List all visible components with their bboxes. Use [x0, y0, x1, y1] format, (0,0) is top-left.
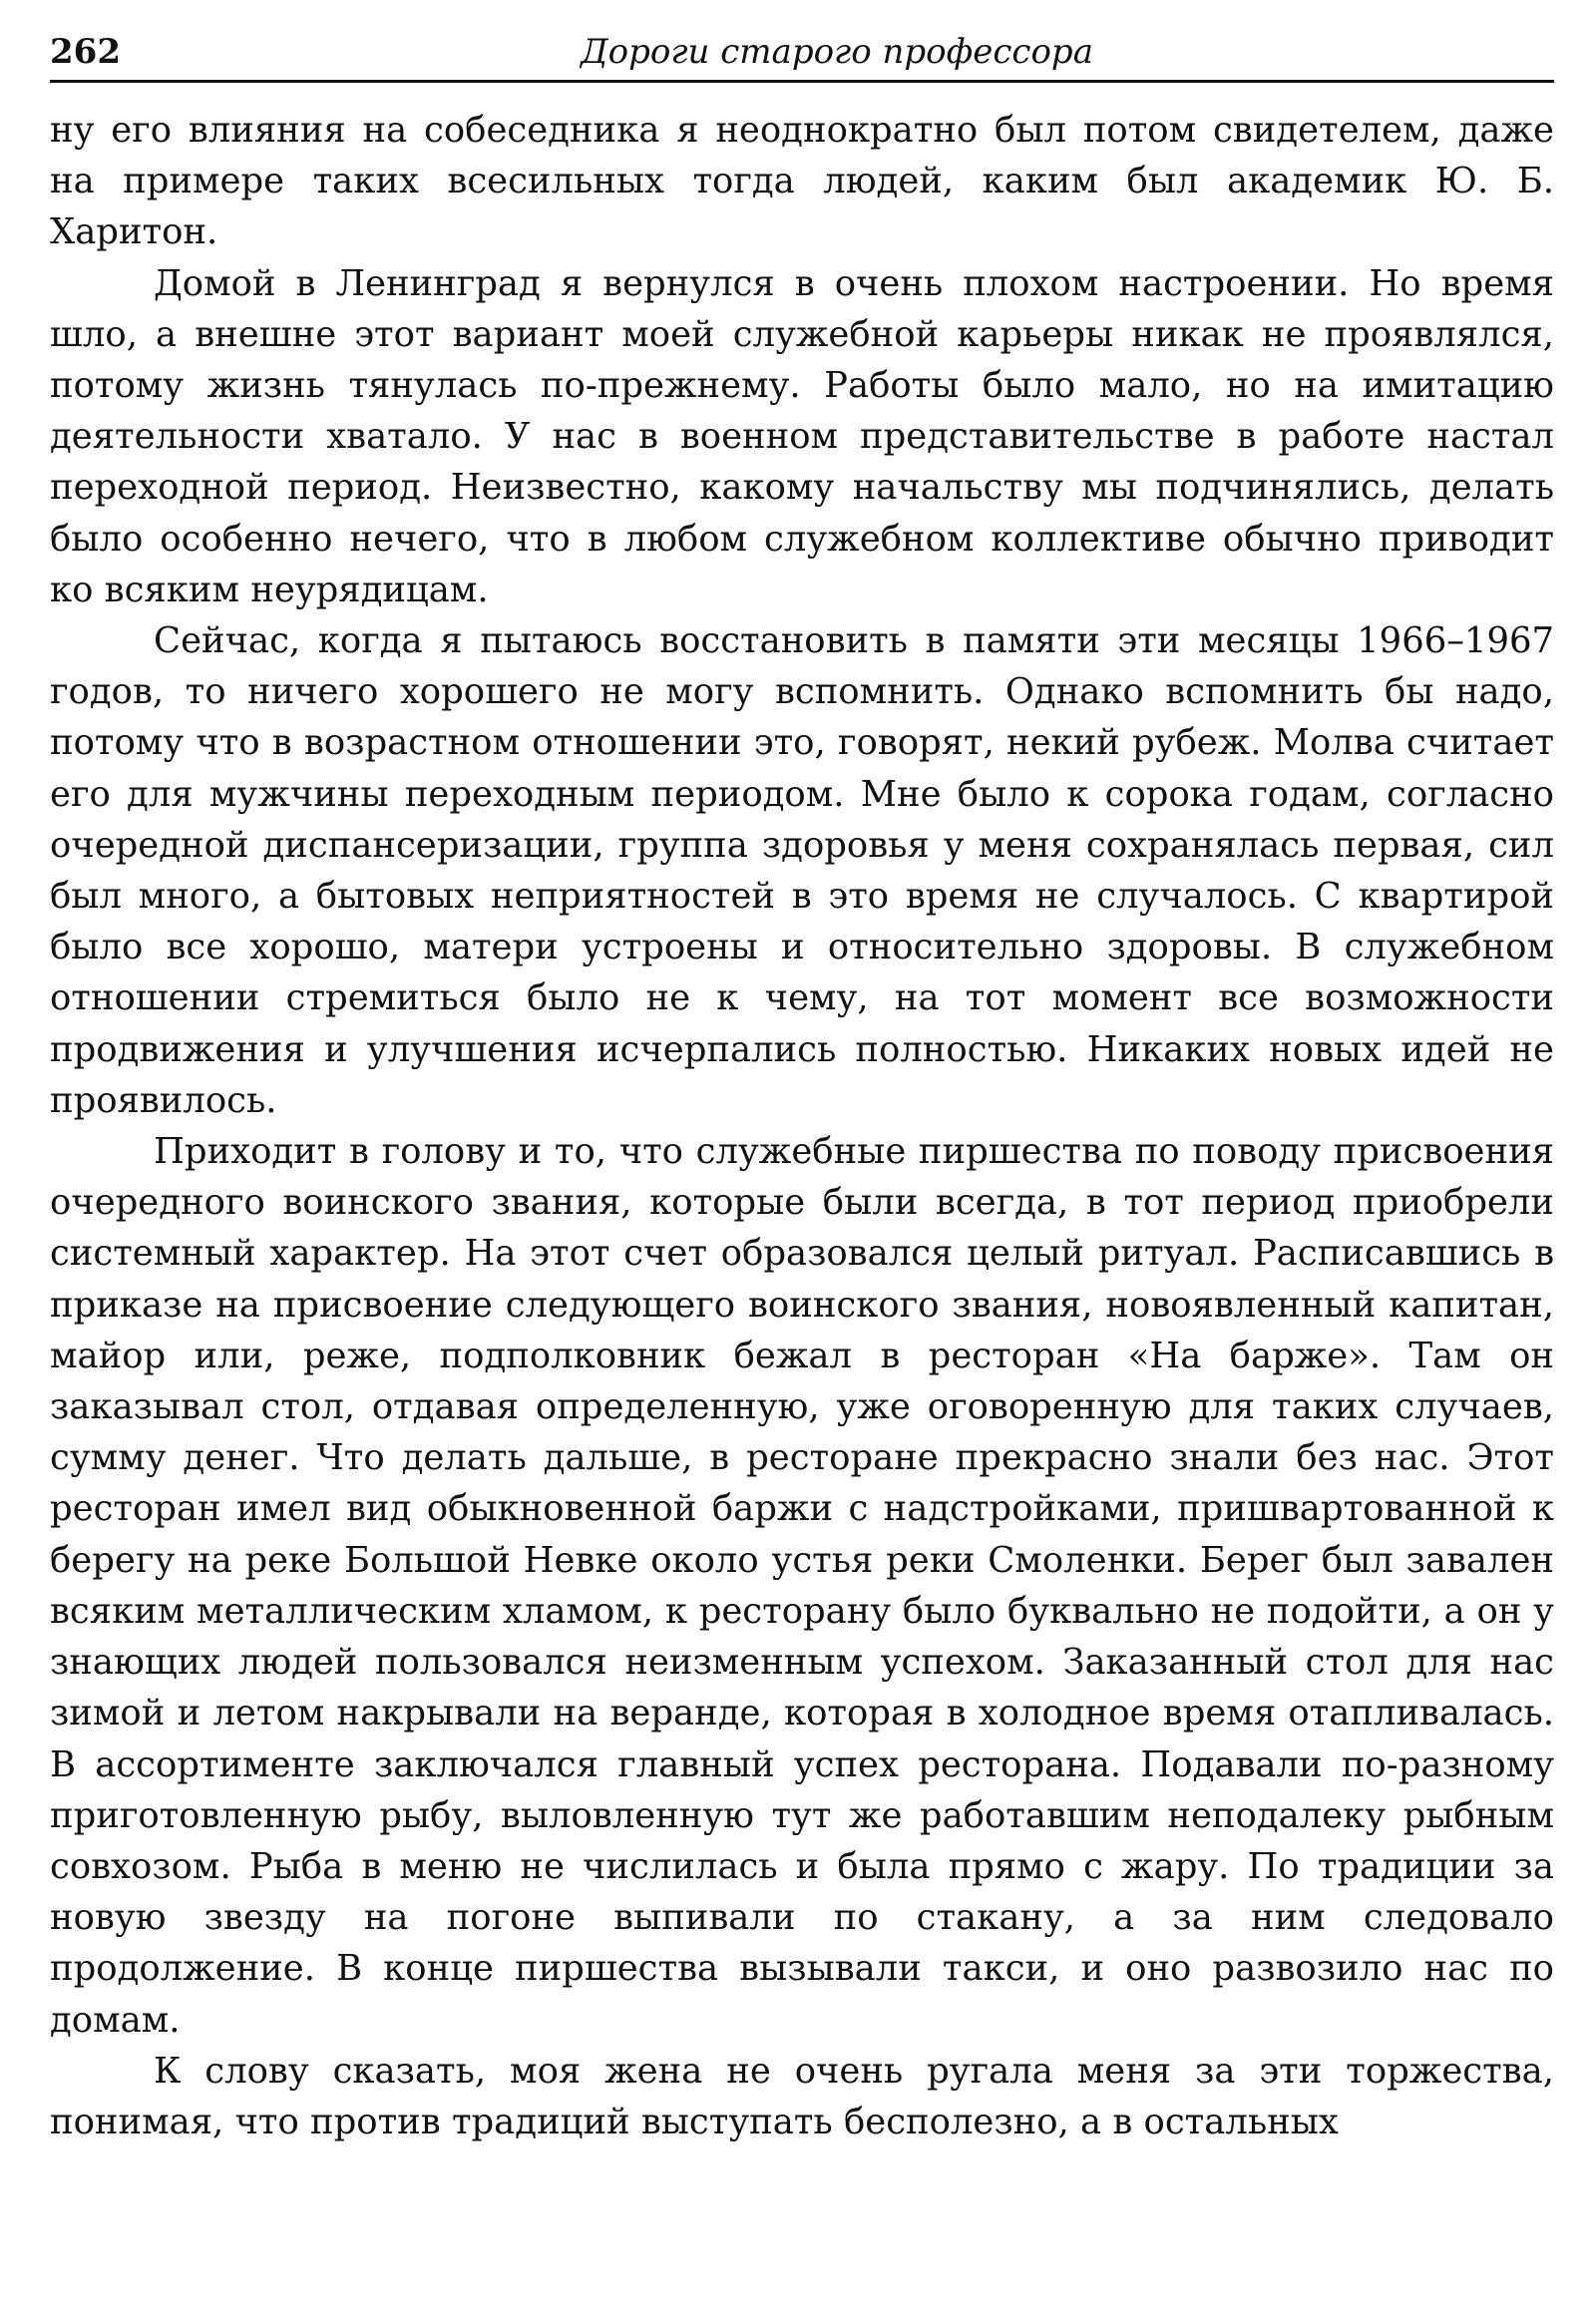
book-title: Дороги старого профессора [581, 32, 1093, 72]
page-number: 262 [50, 32, 121, 72]
paragraph: К слову сказать, моя жена не очень ругала меня за эти торжества, понимая, что против традиций выступать бесполезно, а в остальных [50, 2050, 1554, 2142]
book-page [50, 30, 1554, 2147]
paragraph: Сейчас, когда я пытаюсь восстановить в памяти эти месяцы 1966–1967 годов, то ничего хорошего не могу вспомнить. Однако вспомнить бы надо, потому что в возрастном отношении это, говорят, некий рубеж. Молва считает его для мужчины переходным периодом. Мне было к сорока годам, согласно очередной диспансеризации, группа здоровья у меня сохранялась первая, сил был много, а бытовых неприятностей в это время не случалось. С квартирой было все хорошо, матери устроены и относительно здоровы. В служебном отношении стремиться было не к чему, на тот момент все возможности продвижения и улучшения исчерпались полностью. Никаких новых идей не проявилось. [50, 620, 1554, 1121]
body-text [50, 105, 1554, 2147]
running-head [50, 30, 1554, 83]
paragraph: Домой в Ленинград я вернулся в очень плохом настроении. Но время шло, а внешне этот вариант моей служебной карьеры никак не проявлялся, потому жизнь тянулась по-прежнему. Работы было мало, но на имитацию деятельности хватало. У нас в военном представительстве в работе настал переходной период. Неизвестно, какому начальству мы подчинялись, делать было особенно нечего, что в любом служебном коллективе обычно приводит ко всяким неурядицам. [50, 262, 1554, 610]
paragraph: Приходит в голову и то, что служебные пиршества по поводу присвоения очередного воинского звания, которые были всегда, в тот период приобрели системный характер. На этот счет образовался целый ритуал. Расписавшись в приказе на присвоение следующего воинского звания, новоявленный капитан, майор или, реже, подполковник бежал в ресторан «На барже». Там он заказывал стол, отдавая определенную, уже оговоренную для таких случаев, сумму денег. Что делать дальше, в ресторане прекрасно знали без нас. Этот ресторан имел вид обыкновенной баржи с надстройками, пришвартованной к берегу на реке Большой Невке около устья реки Смоленки. Берег был завален всяким металлическим хламом, к ресторану было буквально не подойти, а он у знающих людей пользовался неизменным успехом. Заказанный стол для нас зимой и летом накрывали на веранде, которая в холодное время отапливалась. В ассортименте заключался главный успех ресторана. Подавали по-разному приготовленную рыбу, выловленную тут же работавшим неподалеку рыбным совхозом. Рыба в меню не числилась и была прямо с жару. По традиции за новую звезду на погоне выпивали по стакану, а за ним следовало продолжение. В конце пиршества вызывали такси, и оно развозило нас по домам. [50, 1131, 1554, 2041]
paragraph: ну его влияния на собеседника я неоднократно был потом свидетелем, даже на примере таких всесильных тогда людей, каким был академик Ю. Б. Харитон. [50, 110, 1554, 253]
